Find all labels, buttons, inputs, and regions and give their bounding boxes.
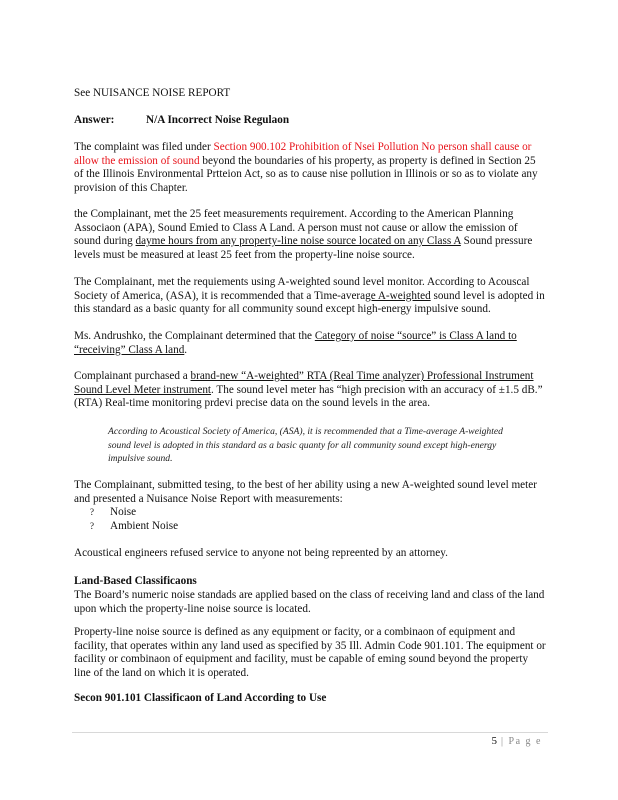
list-item bbox=[74, 506, 546, 520]
page-label: Pa g e bbox=[508, 736, 542, 747]
answer-value: N/A Incorrect Noise Regulaon bbox=[146, 114, 290, 126]
footer-divider bbox=[72, 732, 548, 733]
text: The complaint was filed under bbox=[74, 141, 214, 153]
text: sound level is adopted in this standard as a basic quanty for all community sound except high-energy impulsive sound. bbox=[74, 289, 545, 316]
separator: | bbox=[497, 736, 509, 747]
text: Complainant purchased a bbox=[74, 370, 191, 382]
bullet-icon: ? bbox=[90, 507, 94, 518]
paragraph-category bbox=[74, 330, 546, 357]
underlined-text: brand-new “A-weighted” RTA (Real Time analyzer) Professional Instrument Sound Level Meter instrument bbox=[74, 370, 534, 396]
highlighted-regulation: Section 900.102 Prohibition of Nsei Pollution No person shall cause or allow the emission of sound bbox=[74, 141, 532, 167]
paragraph-asa bbox=[74, 276, 546, 317]
section-heading: Secon 901.101 Classificaon of Land According to Use bbox=[74, 692, 327, 704]
text: The Complainant, met the requiements using A-weighted sound level monitor. According to Acouscal Society of America, (ASA), it is recommended that a Time-avera bbox=[74, 276, 530, 302]
paragraph-apa bbox=[74, 208, 546, 262]
answer-label: Answer: bbox=[74, 114, 115, 126]
paragraph-complaint bbox=[74, 141, 546, 195]
paragraph-property-line: Property-line noise source is defined as any equipment or facity, or a combinaon of equipment and facility, that operates within any land used as specified by 35 Ill. Admin Code 901.101. The equipment or facility or combinaon of equipment and facility, must be capable of eming sound beyond the property line of the land on which it is operated. bbox=[74, 626, 546, 679]
text: . bbox=[184, 343, 188, 356]
list-item bbox=[74, 520, 546, 534]
underlined-text: Category of noise “source” is Class A land to “receiving” Class A land bbox=[74, 330, 517, 356]
page-number: 5 bbox=[491, 735, 498, 747]
list-item-text: Noise bbox=[110, 506, 137, 519]
text: The Complainant, submitted tesing, to the best of her ability using a new A-weighted sound level meter and presented a Nuisance Noise Report with measurements: bbox=[74, 479, 537, 505]
paragraph-board: The Board’s numeric noise standads are applied based on the class of receiving land and class of the land upon which the property-line noise source is located. bbox=[74, 589, 545, 615]
text: Ms. Andrushko, the Complainant determined that the bbox=[74, 330, 315, 342]
paragraph-testing bbox=[74, 479, 546, 533]
text: Sound pressure levels must be measured at least 25 feet from the property-line noise source. bbox=[74, 235, 533, 261]
block-quote: According to Acoustical Society of America, (ASA), it is recommended that a Time-average A-weighted sound level is adopted in this standard as a basic quanty for all community sound except high-energy impulsive sound. bbox=[108, 426, 503, 465]
text: the Complainant, met the 25 feet measurements requirement. According to the American Planning Associaon (APA), Sound Emied to Class A Land. A person must not cause or allow the emission of sound during bbox=[74, 208, 518, 248]
underlined-text: ge A-weighted bbox=[365, 289, 431, 302]
section-heading: Land-Based Classificaons bbox=[74, 575, 197, 587]
list-item-text: Ambient Noise bbox=[110, 519, 179, 532]
paragraph-engineers: Acoustical engineers refused service to anyone not being repreented by an attorney. bbox=[74, 547, 448, 559]
text: beyond the boundaries of his property, as property is defined in Section 25 of the Illinois Environmental Prtteion Act, so as to cause nise pollution in Illinois or so as to violate any provision of this Chapter. bbox=[74, 154, 538, 194]
see-report-line: See NUISANCE NOISE REPORT bbox=[74, 87, 231, 99]
page-footer bbox=[492, 735, 542, 747]
answer-line bbox=[74, 114, 546, 128]
text: . The sound level meter has “high precision with an accuracy of ±1.5 dB.” (RTA) Real-time monitoring prdevi precise data on the sound levels in the area. bbox=[74, 383, 543, 410]
bullet-icon: ? bbox=[90, 520, 94, 531]
underlined-text: dayme hours from any property-line noise source located on any Class A bbox=[135, 235, 461, 248]
paragraph-instrument bbox=[74, 370, 546, 411]
